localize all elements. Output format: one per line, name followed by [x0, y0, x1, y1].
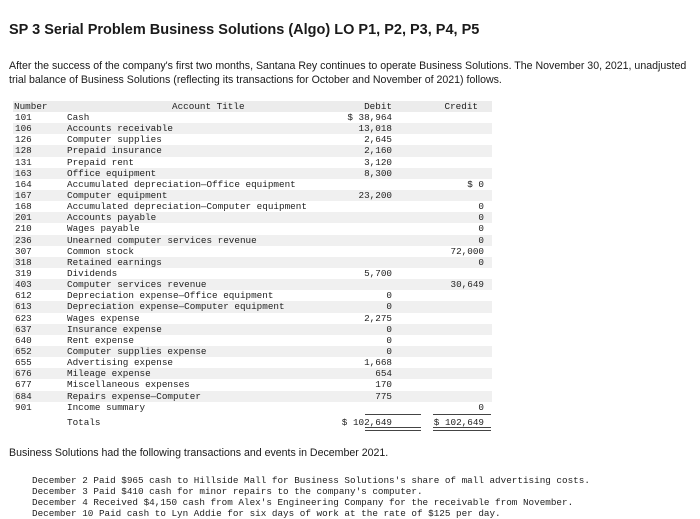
table-row	[13, 123, 492, 134]
transaction-item: December 10 Paid cash to Lyn Addie for six days of work at the rate of $125 per day.	[32, 508, 501, 519]
debit-value: 23,200	[358, 189, 392, 201]
debit-value: 0	[386, 334, 392, 346]
account-title: Computer equipment	[67, 189, 168, 201]
account-number: 201	[15, 212, 32, 224]
account-title: Miscellaneous expenses	[67, 379, 190, 391]
debit-value: 2,275	[364, 312, 392, 324]
debit-single-underline	[365, 414, 421, 415]
trial-balance-table	[13, 101, 492, 429]
debit-value: 2,160	[364, 145, 392, 157]
debit-value: 0	[386, 290, 392, 302]
transactions-intro: Business Solutions had the following transactions and events in December 2021.	[9, 447, 389, 459]
table-row	[13, 324, 492, 335]
table-header	[13, 101, 492, 112]
totals-label: Totals	[67, 416, 101, 428]
account-number: 676	[15, 368, 32, 380]
account-title: Advertising expense	[67, 357, 174, 369]
account-title: Depreciation expense—Computer equipment	[67, 301, 285, 313]
table-row	[13, 257, 492, 268]
account-title: Wages expense	[67, 312, 140, 324]
table-row	[13, 201, 492, 212]
account-title: Computer supplies	[67, 134, 162, 146]
account-number: 168	[15, 201, 32, 213]
account-title: Dividends	[67, 267, 118, 279]
account-title: Office equipment	[67, 167, 157, 179]
table-row	[13, 279, 492, 290]
account-number: 612	[15, 290, 32, 302]
account-number: 684	[15, 390, 32, 402]
debit-value: 2,645	[364, 134, 392, 146]
account-number: 901	[15, 401, 32, 413]
table-row	[13, 402, 492, 413]
account-number: 640	[15, 334, 32, 346]
credit-value: 0	[478, 234, 484, 246]
credit-single-underline	[433, 414, 491, 415]
account-number: 637	[15, 323, 32, 335]
debit-double-underline	[365, 427, 421, 431]
account-title: Prepaid insurance	[67, 145, 162, 157]
table-row	[13, 313, 492, 324]
debit-value: 5,700	[364, 267, 392, 279]
debit-value: 8,300	[364, 167, 392, 179]
account-number: 655	[15, 357, 32, 369]
account-title: Income summary	[67, 401, 146, 413]
account-number: 106	[15, 123, 32, 135]
account-title: Depreciation expense—Office equipment	[67, 290, 274, 302]
transaction-item: December 4 Received $4,150 cash from Alex's Engineering Company for the receivable from November.	[32, 497, 574, 508]
account-title: Accounts payable	[67, 212, 157, 224]
account-title: Cash	[67, 112, 90, 123]
table-row	[13, 179, 492, 190]
account-number: 128	[15, 145, 32, 157]
account-number: 236	[15, 234, 32, 246]
credit-value: 0	[478, 401, 484, 413]
table-row	[13, 223, 492, 234]
debit-value: 0	[386, 345, 392, 357]
account-number: 307	[15, 245, 32, 257]
debit-value: 0	[386, 323, 392, 335]
account-title: Insurance expense	[67, 323, 162, 335]
header-credit: Credit	[444, 101, 478, 112]
account-title: Prepaid rent	[67, 156, 134, 168]
account-number: 167	[15, 189, 32, 201]
account-title: Rent expense	[67, 334, 134, 346]
totals-row	[13, 413, 492, 429]
account-title: Repairs expense—Computer	[67, 390, 201, 402]
debit-value: 1,668	[364, 357, 392, 369]
header-account-title: Account Title	[172, 101, 245, 112]
table-row	[13, 190, 492, 201]
table-row	[13, 301, 492, 312]
account-number: 318	[15, 256, 32, 268]
table-row	[13, 290, 492, 301]
account-number: 677	[15, 379, 32, 391]
transaction-item: December 3 Paid $410 cash for minor repairs to the company's computer.	[32, 486, 423, 497]
table-row	[13, 379, 492, 390]
table-row	[13, 335, 492, 346]
account-title: Computer services revenue	[67, 279, 207, 291]
account-title: Unearned computer services revenue	[67, 234, 257, 246]
table-row	[13, 168, 492, 179]
debit-value: 13,018	[358, 123, 392, 135]
table-row	[13, 246, 492, 257]
account-title: Accumulated depreciation—Office equipment	[67, 178, 296, 190]
account-number: 319	[15, 267, 32, 279]
debit-value: 775	[375, 390, 392, 402]
account-title: Accounts receivable	[67, 123, 174, 135]
account-number: 623	[15, 312, 32, 324]
transaction-item: December 2 Paid $965 cash to Hillside Mall for Business Solutions's share of mall advertising costs.	[32, 475, 590, 486]
credit-value: 0	[478, 212, 484, 224]
table-row	[13, 368, 492, 379]
account-number: 126	[15, 134, 32, 146]
account-number: 164	[15, 178, 32, 190]
transaction-list	[32, 475, 590, 519]
debit-value: 170	[375, 379, 392, 391]
debit-value: 3,120	[364, 156, 392, 168]
page-title: SP 3 Serial Problem Business Solutions (Algo) LO P1, P2, P3, P4, P5	[9, 22, 480, 38]
account-number: 613	[15, 301, 32, 313]
debit-value: 654	[375, 368, 392, 380]
header-number: Number	[14, 101, 48, 112]
account-number: 210	[15, 223, 32, 235]
table-row	[13, 346, 492, 357]
account-title: Mileage expense	[67, 368, 151, 380]
account-title: Common stock	[67, 245, 134, 257]
credit-double-underline	[433, 427, 491, 431]
credit-value: 72,000	[450, 245, 484, 257]
account-title: Retained earnings	[67, 256, 162, 268]
table-row	[13, 157, 492, 168]
account-number: 652	[15, 345, 32, 357]
credit-value: 0	[478, 201, 484, 213]
account-title: Computer supplies expense	[67, 345, 207, 357]
table-row	[13, 212, 492, 223]
table-row	[13, 268, 492, 279]
table-body	[13, 112, 492, 413]
account-number: 403	[15, 279, 32, 291]
credit-value: 0	[478, 256, 484, 268]
transaction-item-cutoff	[32, 508, 590, 519]
table-row	[13, 145, 492, 156]
debit-value: $ 38,964	[347, 112, 392, 123]
account-title: Accumulated depreciation—Computer equipment	[67, 201, 307, 213]
credit-value: 0	[478, 223, 484, 235]
account-title: Wages payable	[67, 223, 140, 235]
account-number: 101	[15, 112, 32, 123]
debit-value: 0	[386, 301, 392, 313]
totals-debit: $ 102,649	[341, 416, 392, 428]
header-debit: Debit	[364, 101, 392, 112]
table-row	[13, 357, 492, 368]
account-number: 163	[15, 167, 32, 179]
account-number: 131	[15, 156, 32, 168]
table-row	[13, 134, 492, 145]
table-row	[13, 235, 492, 246]
credit-value: 30,649	[450, 279, 484, 291]
intro-paragraph: After the success of the company's first two months, Santana Rey continues to operate Business Solutions. The November 30, 2021, unadjusted trial balance of Business Solutions (reflecting its transactions for October and November of 2021) follows.	[9, 60, 687, 86]
totals-credit: $ 102,649	[433, 416, 484, 428]
credit-value: $ 0	[467, 178, 484, 190]
table-row	[13, 112, 492, 123]
table-row	[13, 391, 492, 402]
